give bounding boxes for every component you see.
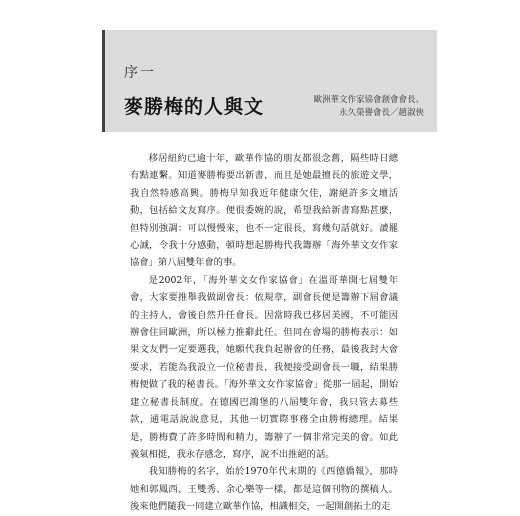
byline-line-2: 永久榮譽會長／趙淑俠 <box>338 108 424 118</box>
body-text <box>130 150 398 516</box>
author-byline <box>274 94 424 120</box>
byline-line-1: 歐洲華文作家協會創會會長、 <box>313 95 424 105</box>
chapter-title: 麥勝梅的人與文 <box>124 96 265 118</box>
section-label: 序一 <box>124 65 156 81</box>
paragraph-3: 我知勝梅的名字，始於1970年代末期的《西德僑報》，那時她和郭鳳西、王雙秀、余心樂等一樣，都是這個刊物的撰稿人。後來他們隨我一同建立歐華作協，相識相交，一起開創拓土的走 <box>130 466 398 513</box>
paragraph-2: 是2002年，「海外華文女作家協會」在溫哥華開七屆雙年會，大家要推舉我做副會長：依規章，副會長便是籌辦下屆會議的主持人，會後自然升任會長。因當時我已移居美國，不可能因辦會住回歐洲，所以極力推辭此任。但同在會場的勝梅表示：如果文友們一定要選我，她願代我負起辦會的任務，最後我封大會要求，若能為我設立一位秘書長，我便接受副會長一職，結果勝梅便做了我的秘書長。「海外華文女作家協會」從那一屆起，開始建立秘書長制度。在德國巴鴻堡的八屆雙年會，我只管去募些款，通電話說說意見，其他一切實際事務全由勝梅總理。結果是，勝梅費了許多時間和精力，籌辦了一個非常完美的會。如此義氣相挺，我永存感念，寫序，說不出推絕的話。 <box>130 274 398 460</box>
paragraph-1: 移居紐約已逾十年，歐華作協的朋友都很念舊，隔些時日總有點連繫。知道麥勝梅要出新書，而且是她最擅長的旅遊文學，我自然特感高興。勝梅早知我近年健康欠佳，謝絕許多文壇活動，包括給文友寫序。便很委婉的說，希望我給新書寫點甚麼，但特別強調：可以慢慢來，也不一定很長，寫幾句話就好。讀罷心誠，令我十分感動，頓時想起勝梅代我籌辦「海外華文女作家協會」第八屆雙年會的事。 <box>130 153 398 269</box>
